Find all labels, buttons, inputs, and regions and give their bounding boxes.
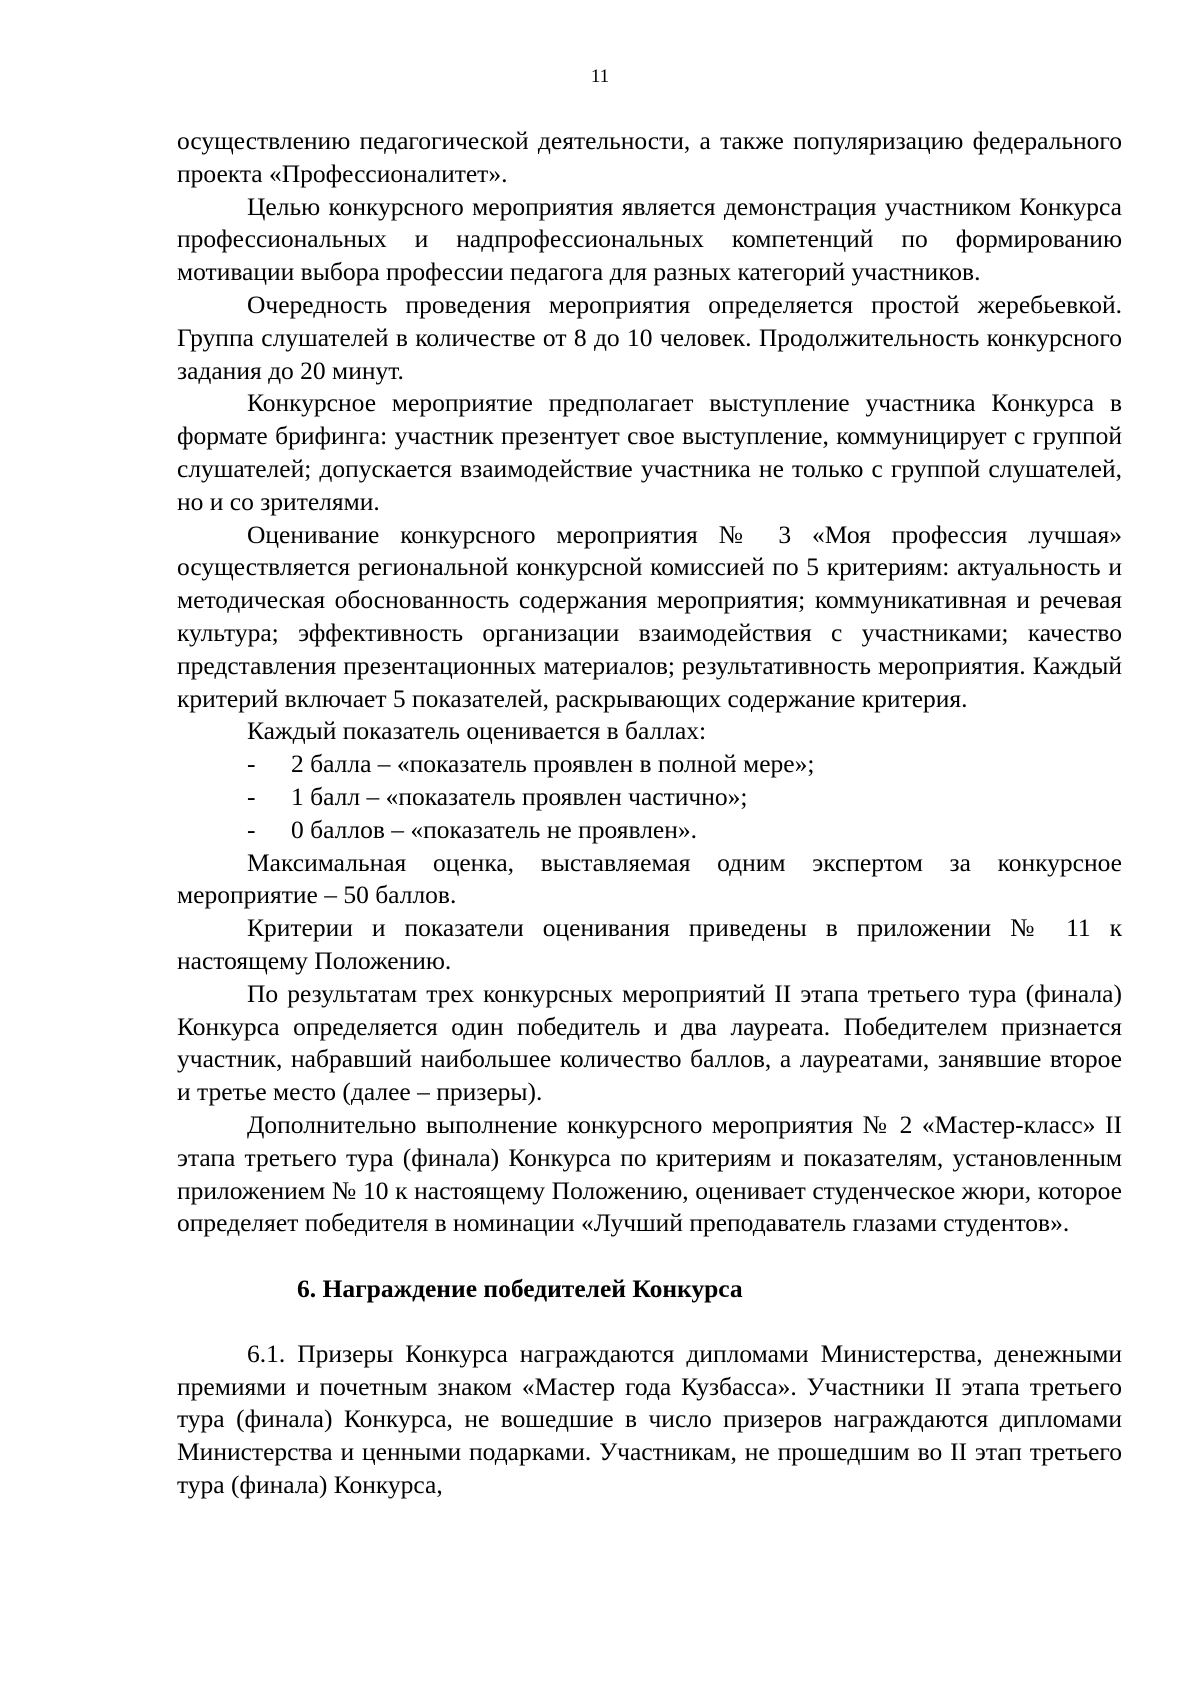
- section-heading: 6. Награждение победителей Конкурса: [297, 1274, 743, 1304]
- list-item-text: 2 балла – «показатель проявлен в полной мере»;: [291, 749, 815, 779]
- list-marker: -: [247, 814, 256, 844]
- paragraph: Максимальная оценка, выставляемая одним экспертом за конкурсное мероприятие – 50 баллов.: [177, 847, 1122, 910]
- paragraph: Целью конкурсного мероприятия является демонстрация участником Конкурса профессиональных и надпрофессиональных компетенций по формированию мотивации выбора профессии педагога для разных категорий участников.: [177, 191, 1122, 287]
- list-marker: -: [247, 749, 256, 779]
- list-item-text: 0 баллов – «показатель не проявлен».: [291, 814, 698, 844]
- document-body: [177, 125, 1122, 1502]
- score-list: [177, 748, 1122, 846]
- paragraph: Оценивание конкурсного мероприятия № 3 «Моя профессия лучшая» осуществляется региональной конкурсной комиссией по 5 критериям: актуальность и методическая обоснованность содержания мероприятия; коммуникативная и речевая культура; эффективность организации взаимодействия с участниками; качество представления презентационных материалов; результативность мероприятия. Каждый критерий включает 5 показателей, раскрывающих содержание критерия.: [177, 519, 1122, 713]
- paragraph: Критерии и показатели оценивания приведены в приложении № 11 к настоящему Положению.: [177, 913, 1122, 975]
- page-number: 11: [590, 66, 610, 87]
- paragraph: Очередность проведения мероприятия определяется простой жеребьевкой. Группа слушателей в количестве от 8 до 10 человек. Продолжительность конкурсного задания до 20 минут.: [177, 289, 1122, 385]
- paragraph: 6.1. Призеры Конкурса награждаются дипломами Министерства, денежными премиями и почетным знаком «Мастер года Кузбасса». Участники II этапа третьего тура (финала) Конкурса, не вошедшие в число призеров награждаются дипломами Министерства и ценными подарками. Участникам, не прошедшим во II этап третьего тура (финала) Конкурса,: [177, 1338, 1122, 1500]
- paragraph: осуществлению педагогической деятельности, а также популяризацию федерального проекта «Профессионалитет».: [177, 126, 1122, 188]
- list-item-text: 1 балл – «показатель проявлен частично»;: [291, 781, 748, 811]
- paragraph: Каждый показатель оценивается в баллах:: [247, 716, 707, 746]
- list-item: [177, 814, 1122, 847]
- list-item: [177, 748, 1122, 781]
- paragraph: Конкурсное мероприятие предполагает выступление участника Конкурса в формате брифинга: участник презентует свое выступление, коммуницирует с группой слушателей; допускается взаимодействие участника не только с группой слушателей, но и со зрителями.: [177, 388, 1122, 516]
- list-marker: -: [247, 781, 256, 811]
- paragraph: По результатам трех конкурсных мероприятий II этапа третьего тура (финала) Конкурса определяется один победитель и два лауреата. Победителем признается участник, набравший наибольшее количество баллов, а лауреатами, занявшие второе и третье место (далее – призеры).: [177, 978, 1122, 1107]
- list-item: [177, 781, 1122, 814]
- paragraph: Дополнительно выполнение конкурсного мероприятия № 2 «Мастер-класс» II этапа третьего тура (финала) Конкурса по критериям и показателям, установленным приложением № 10 к настоящему Положению, оценивает студенческое жюри, которое определяет победителя в номинации «Лучший преподаватель глазами студентов».: [177, 1109, 1122, 1238]
